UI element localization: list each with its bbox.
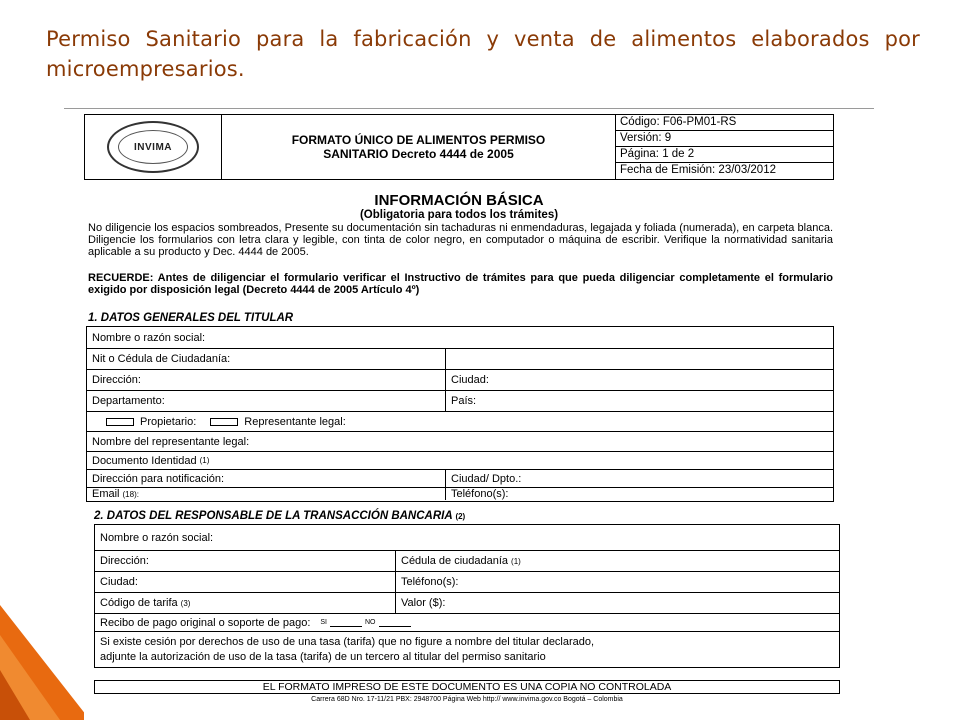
form-row [87, 327, 833, 349]
cesion-line1: Si existe cesión por derechos de uso de una tasa (tarifa) que no figure a nombre del titular declarado, [100, 636, 595, 648]
field-label: Nombre o razón social: [100, 531, 214, 544]
propietario-checkbox[interactable] [106, 418, 134, 426]
footnote-ref: (18): [122, 489, 139, 499]
direccion-field[interactable] [87, 370, 445, 390]
form-meta [616, 115, 833, 179]
dir-notif-field[interactable] [87, 470, 445, 487]
nit-field[interactable] [87, 349, 445, 369]
representante-checkbox[interactable] [210, 418, 238, 426]
ciudad-field[interactable] [445, 370, 833, 390]
field-label: Ciudad/ Dpto.: [451, 472, 522, 485]
invima-logo [107, 121, 199, 173]
form-header [84, 114, 834, 180]
telefonos-field[interactable] [445, 488, 833, 500]
doc-identidad-field[interactable] [87, 452, 833, 469]
meta-fecha: Fecha de Emisión: 23/03/2012 [620, 164, 776, 176]
section2-title [94, 510, 465, 522]
section1-form [86, 326, 834, 502]
form-row [95, 614, 839, 632]
field-label: Dirección: [100, 555, 149, 567]
form-row [87, 370, 833, 391]
field-label: Recibo de pago original o soporte de pago: [100, 616, 311, 629]
s2-codigo-tarifa-field[interactable] [95, 593, 395, 613]
form-row [87, 432, 833, 452]
ciudad-dpto-field[interactable] [445, 470, 833, 487]
form-row [87, 452, 833, 470]
footnote-ref: (2) [455, 512, 466, 521]
form-row [87, 470, 833, 488]
nombre-rep-field[interactable] [87, 432, 833, 451]
footer-address: Carrera 68D Nro. 17-11/21 PBX: 2948700 Página Web http:// www.invima.gov.co Bogotá – Colombia [311, 696, 623, 703]
top-rule [64, 108, 874, 109]
s2-cesion-note [95, 632, 839, 668]
info-title: INFORMACIÓN BÁSICA [374, 192, 544, 209]
form-row [95, 593, 839, 614]
no-blank[interactable] [379, 619, 411, 627]
field-label: Nombre del representante legal: [92, 435, 250, 448]
field-label: País: [451, 395, 477, 407]
form-title [222, 115, 616, 179]
form-row [95, 572, 839, 593]
field-label: Departamento: [92, 395, 165, 407]
section2-form [94, 524, 840, 668]
copy-notice: EL FORMATO IMPRESO DE ESTE DOCUMENTO ES UNA COPIA NO CONTROLADA [94, 680, 840, 694]
field-label: Ciudad: [100, 576, 138, 588]
field-label: Valor ($): [401, 597, 446, 609]
si-blank[interactable] [330, 619, 362, 627]
recuerde-text: RECUERDE: Antes de diligenciar el formulario verificar el Instructivo de trámites para que pueda diligenciar completamente el formulario exigido por disposición legal (Decreto 4444 de 2005 Artículo 4º) [88, 272, 833, 296]
form-title-line2: SANITARIO Decreto 4444 de 2005 [323, 147, 514, 161]
field-label: Ciudad: [451, 374, 489, 386]
form-row [87, 412, 833, 432]
form-row [87, 488, 833, 500]
slide-title: Permiso Sanitario para la fabricación y venta de alimentos elaborados por microempresarios. [46, 27, 920, 81]
field-label: Nombre o razón social: [92, 331, 206, 344]
field-label: Dirección para notificación: [92, 472, 225, 485]
nombre-field[interactable] [87, 327, 833, 348]
s2-cedula-field[interactable] [395, 551, 839, 571]
footnote-ref: (1) [199, 456, 210, 465]
cesion-line2: adjunte la autorización de uso de la tasa (tarifa) de un tercero al titular del permiso sanitario [100, 651, 546, 663]
no-label: NO [365, 619, 376, 626]
representante-label: Representante legal: [244, 415, 346, 428]
invima-logo-text: INVIMA [118, 130, 188, 164]
form-title-line1: FORMATO ÚNICO DE ALIMENTOS PERMISO [291, 133, 546, 147]
nit-value-field[interactable] [445, 349, 833, 369]
form-row [95, 551, 839, 572]
instructions-text: No diligencie los espacios sombreados, Presente su documentación sin tachaduras ni enmendaduras, legajada y foliada (numerada), en carpeta blanca. Diligencie los formularios con letra clara y legible, con tinta de color negro, en computador o máquina de escribir. Verifique la normatividad sanitaria aplicable a su producto y Dec. 4444 de 2005. [88, 222, 833, 258]
field-label: Teléfono(s): [401, 576, 459, 588]
field-label: Código de tarifa [100, 597, 178, 609]
form-row [95, 525, 839, 551]
orange-corner-decoration [0, 580, 90, 720]
scanned-form [84, 108, 840, 720]
section2-title-text: 2. DATOS DEL RESPONSABLE DE LA TRANSACCIÓN BANCARIA [94, 510, 453, 522]
field-label: Documento Identidad [92, 454, 197, 467]
form-row [95, 632, 839, 667]
section1-title: 1. DATOS GENERALES DEL TITULAR [88, 312, 294, 324]
meta-version: Versión: 9 [616, 131, 833, 147]
pais-field[interactable] [445, 391, 833, 411]
field-label: Email [92, 488, 120, 500]
field-label: Teléfono(s): [451, 488, 509, 500]
email-field[interactable] [87, 488, 445, 500]
s2-telefono-field[interactable] [395, 572, 839, 592]
form-row [87, 391, 833, 412]
departamento-field[interactable] [87, 391, 445, 411]
meta-codigo: Código: F06-PM01-RS [616, 115, 833, 131]
s2-valor-field[interactable] [395, 593, 839, 613]
form-row [87, 349, 833, 370]
field-label: Dirección: [92, 374, 141, 386]
field-label: Cédula de ciudadanía [401, 555, 509, 567]
s2-ciudad-field[interactable] [95, 572, 395, 592]
tipo-titular [87, 412, 833, 431]
s2-nombre-field[interactable] [95, 525, 839, 550]
s2-recibo-field [95, 614, 839, 631]
meta-pagina: Página: 1 de 2 [616, 147, 833, 163]
si-label: SI [320, 619, 327, 626]
propietario-label: Propietario: [140, 415, 197, 428]
s2-direccion-field[interactable] [95, 551, 395, 571]
field-label: Nit o Cédula de Ciudadanía: [92, 353, 231, 365]
logo-cell [85, 115, 222, 179]
info-subtitle: (Obligatoria para todos los trámites) [359, 209, 559, 221]
footnote-ref: (3) [180, 598, 191, 608]
footnote-ref: (1) [511, 556, 521, 566]
